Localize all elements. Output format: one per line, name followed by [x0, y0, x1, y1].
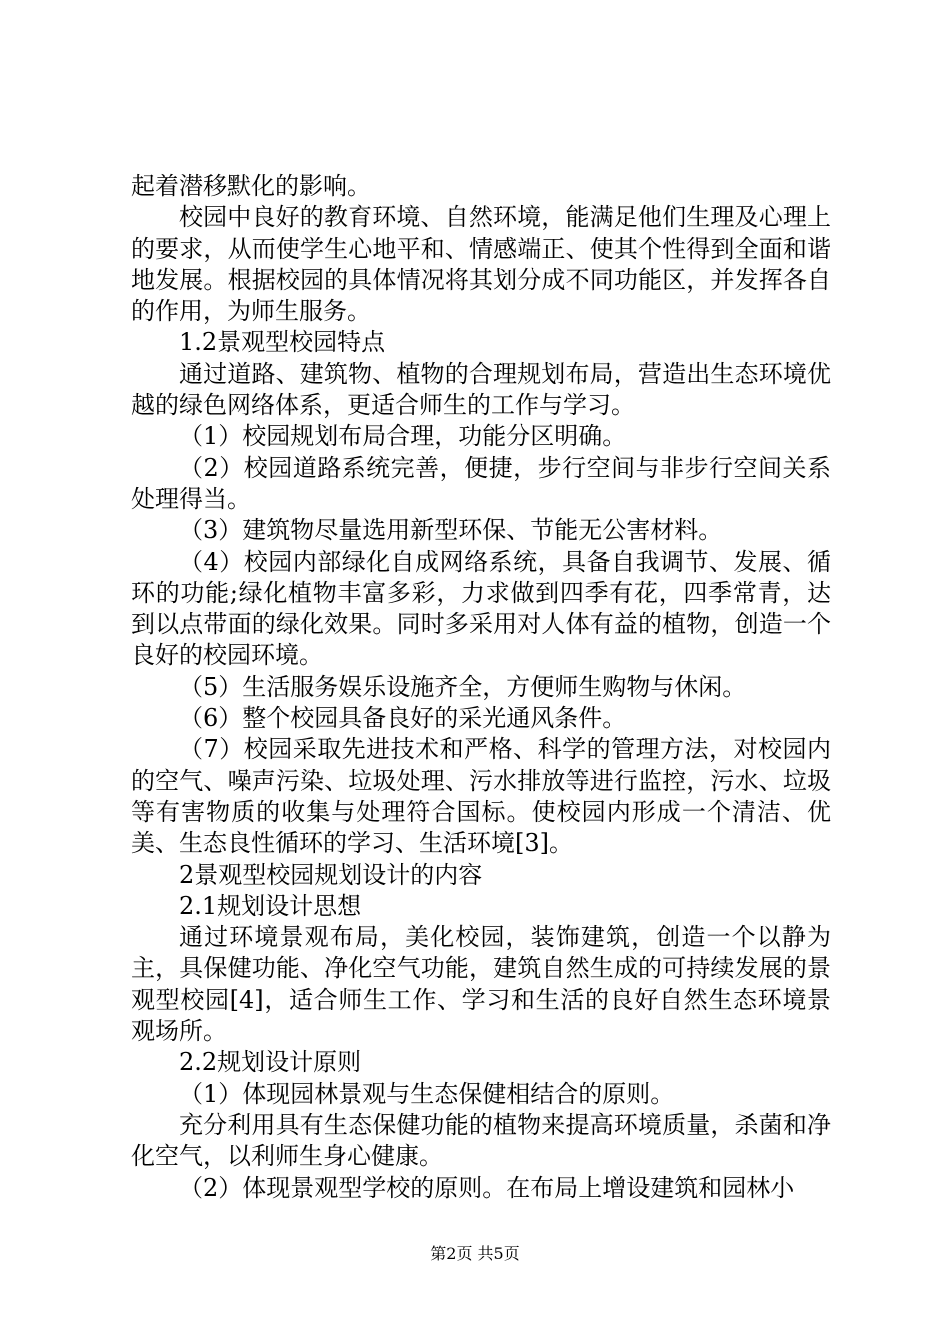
paragraph-continuation: 起着潜移默化的影响。 — [131, 172, 371, 200]
page-number-footer: 第2页 共5页 — [430, 1244, 520, 1263]
list-item-6: （6）整个校园具备良好的采光通风条件。 — [179, 704, 627, 733]
section-heading-2-1: 2.1规划设计思想 — [179, 891, 362, 920]
principle-item-1: （1）体现园林景观与生态保健相结合的原则。 — [179, 1079, 675, 1108]
list-item-1: （1）校园规划布局合理，功能分区明确。 — [179, 422, 627, 451]
list-item-3: （3）建筑物尽量选用新型环保、节能无公害材料。 — [179, 516, 723, 545]
paragraph-green-network: 通过道路、建筑物、植物的合理规划布局，营造出生态环境优越的绿色网络体系，更适合师生的工作与学习。 — [131, 359, 831, 420]
list-item-5: （5）生活服务娱乐设施齐全，方便师生购物与休闲。 — [179, 672, 747, 701]
list-item-2: （2）校园道路系统完善，便捷，步行空间与非步行空间关系处理得当。 — [131, 453, 831, 513]
section-heading-1-2: 1.2景观型校园特点 — [179, 328, 386, 357]
paragraph-campus-environment: 校园中良好的教育环境、自然环境，能满足他们生理及心理上的要求，从而使学生心地平和、情感端正、使其个性得到全面和谐地发展。根据校园的具体情况将其划分成不同功能区，并发挥各自的作用，为师生服务。 — [131, 203, 831, 326]
principle-item-2: （2）体现景观型学校的原则。在布局上增设建筑和园林小 — [179, 1173, 795, 1202]
paragraph-design-idea: 通过环境景观布局，美化校园，装饰建筑，创造一个以静为主，具保健功能、净化空气功能，建筑自然生成的可持续发展的景观型校园[4]，适合师生工作、学习和生活的良好自然生态环境景观场所。 — [131, 923, 831, 1046]
list-item-7: （7）校园采取先进技术和严格、科学的管理方法，对校园内的空气、噪声污染、垃圾处理、污水排放等进行监控，污水、垃圾等有害物质的收集与处理符合国标。使校园内形成一个清洁、优美、生态良性循环的学习、生活环境[3]。 — [131, 735, 831, 858]
paragraph-plant-health: 充分利用具有生态保健功能的植物来提高环境质量，杀菌和净化空气，以利师生身心健康。 — [131, 1110, 831, 1171]
list-item-4: （4）校园内部绿化自成网络系统，具备自我调节、发展、循环的功能;绿化植物丰富多彩，力求做到四季有花，四季常青，达到以点带面的绿化效果。同时多采用对人体有益的植物，创造一个良好的校园环境。 — [131, 547, 831, 670]
section-heading-2-2: 2.2规划设计原则 — [179, 1048, 362, 1077]
document-body — [131, 171, 831, 1204]
section-heading-2: 2景观型校园规划设计的内容 — [179, 860, 483, 889]
